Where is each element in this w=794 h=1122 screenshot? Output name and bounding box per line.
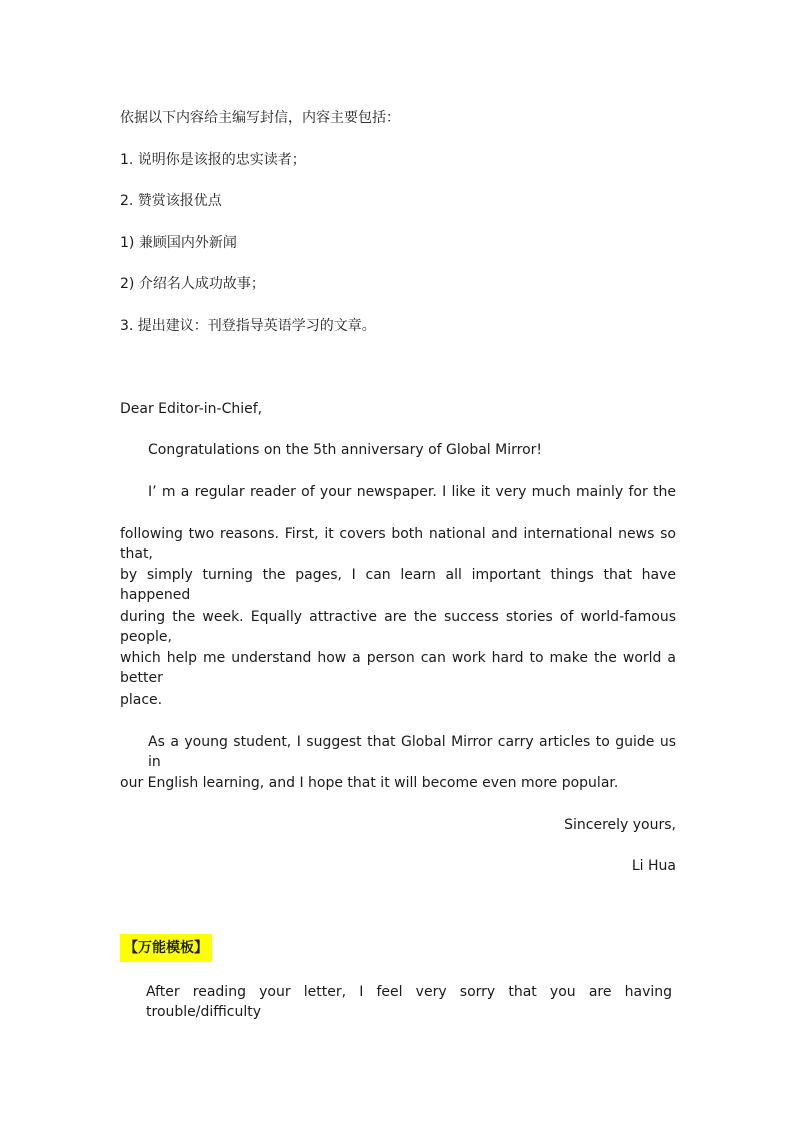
instruction-item-2: 2. 赞赏该报优点 xyxy=(120,193,222,209)
instruction-subitem-1: 1) 兼顾国内外新闻 xyxy=(120,235,237,251)
letter-body-line-3: by simply turning the pages, I can learn all important things that have happened xyxy=(120,567,676,603)
instruction-subitem-2: 2) 介绍名人成功故事； xyxy=(120,276,265,292)
letter-body-line-6: place. xyxy=(120,692,163,708)
letter-suggestion-line-2: our English learning, and I hope that it will become even more popular. xyxy=(120,775,619,791)
letter-body-line-1: I’ m a regular reader of your newspaper. I like it very much mainly for the xyxy=(148,484,676,500)
template-tag: 【万能模板】 xyxy=(120,934,212,962)
letter-signature: Li Hua xyxy=(631,858,676,874)
instruction-item-3: 3. 提出建议：刊登指导英语学习的文章。 xyxy=(120,318,376,334)
template-first-line: After reading your letter, I feel very sorry that you are having trouble/difficulty xyxy=(146,984,672,1020)
letter-body-line-4: during the week. Equally attractive are the success stories of world-famous people, xyxy=(120,609,676,645)
letter-salutation: Dear Editor-in-Chief, xyxy=(120,401,263,417)
letter-body-line-2: following two reasons. First, it covers both national and international news so that, xyxy=(120,526,676,562)
instruction-intro: 依据以下内容给主编写封信，内容主要包括： xyxy=(120,110,400,126)
letter-closing: Sincerely yours, xyxy=(564,817,676,833)
instruction-item-1: 1. 说明你是该报的忠实读者； xyxy=(120,152,306,168)
letter-suggestion-line-1: As a young student, I suggest that Global Mirror carry articles to guide us in xyxy=(148,734,676,770)
letter-congrats: Congratulations on the 5th anniversary of Global Mirror! xyxy=(148,442,543,458)
letter-body-line-5: which help me understand how a person can work hard to make the world a better xyxy=(120,650,676,686)
